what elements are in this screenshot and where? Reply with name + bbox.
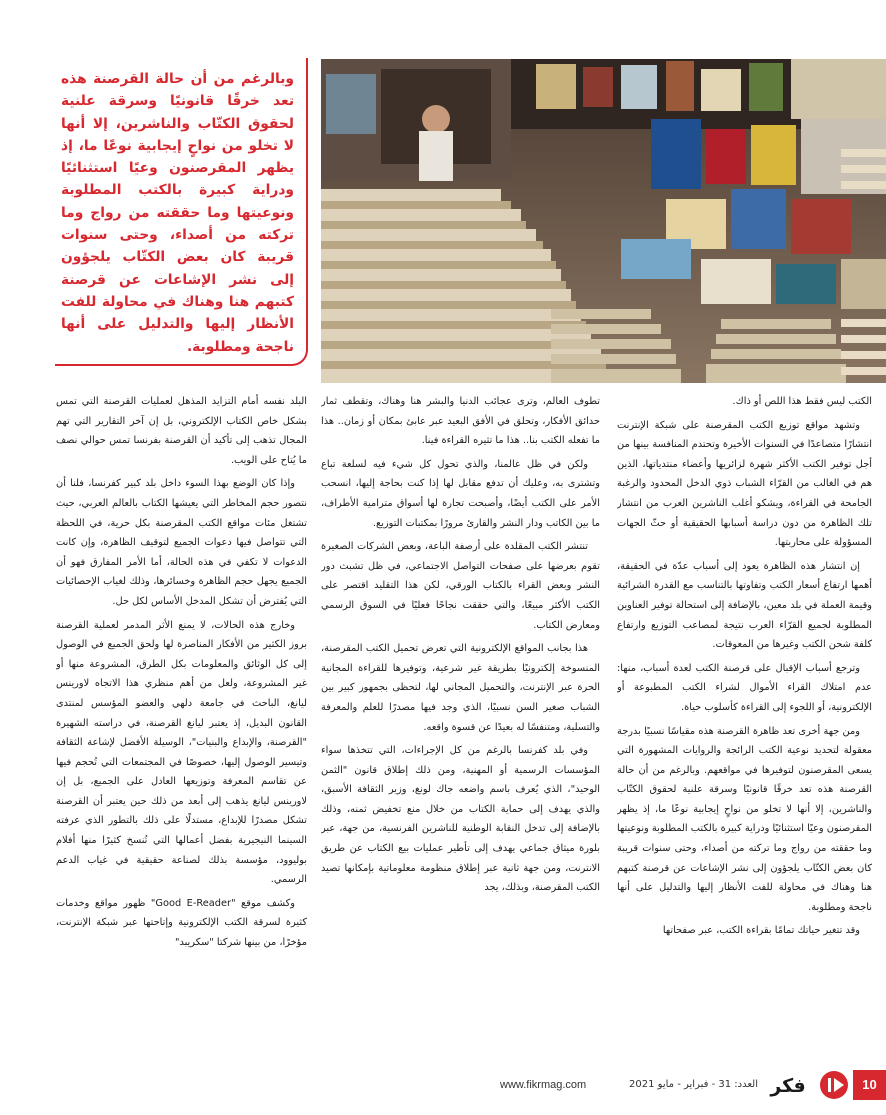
bookstall-illustration: [321, 59, 886, 383]
article-paragraph: تطوف العالم، وترى عجائب الدنيا والبشر هنا وهناك، وتقطف ثمار حدائق الأفكار، وتحلق في الأفق البعيد عبر عابئ بمكان أو زمان.. هذا ما تفعله الكتب بنا.. هذا ما تثيره القراءة فينا.: [321, 396, 600, 447]
page-number: 10: [853, 1070, 886, 1100]
article-paragraph: هذا بجانب المواقع الإلكترونية التي تعرض تحميل الكتب المقرصنة، المنسوخة إلكترونيًا بطريقة غير شرعية، وتوفيرها للقراءة المجانية الحرة عبر الإنترنت، والتحميل المجاني لها، لتحظى بجمهور كبير بين الشباب صغير السن نسبيًا، الذي وجد فيها مصدرًا للعلم والمعرفة والتسلية، ومتنفسًا له بعيدًا عن قسوة واقعه.: [321, 643, 600, 733]
article-paragraph: إن انتشار هذه الظاهرة يعود إلى أسباب عدّة في الحقيقة، أهمها ارتفاع أسعار الكتب وتفاوتها بالتناسب مع القدرة الشرائية وقيمة العملة في بلد معين، بالإضافة إلى استحالة توفير العناوين المطلوبة لجميع القرّاء العرب نتيجة لمصاعب التوزيع وارتفاع كلفة شحن الكتب وغيرها من المعوقات.: [617, 560, 872, 651]
website-link[interactable]: www.fikrmag.com: [500, 1079, 587, 1091]
article-column-left: [56, 392, 307, 1052]
article-paragraph: البلد نفسه أمام التزايد المذهل لعمليات القرصنة التي تمس بشكل خاص الكتاب الإلكتروني، بل إن آخر التقارير التي تهم المجال تذهب إلى تأكيد أن القرصنة بفرنسا تمس حوالي نصف ما يُتاح على الويب.: [56, 396, 307, 466]
article-paragraph: ولكن في ظل عالمنا، والذي تحول كل شيء فيه لسلعة تباع وتشترى به، وعليك أن تدفع مقابل لها إذا كنت بحاجة إليها، انسحب الأمر على الكتب أيضًا، وأصبحت تجارة لها أسواق مترامية الأطراف، ما بين الكاتب ودار النشر والقارئ مرورًا بمكتبات التوزيع.: [321, 458, 600, 529]
article-paragraph: وإذا كان الوضع بهذا السوء داخل بلد كبير كفرنسا، فلنا أن نتصور حجم المخاطر التي يعيشها الكتاب بالعالم العربي، حيث تشتغل مئات مواقع الكتب المقرصنة بكل حرية، في اللحظة التي تتواصل فيها دعوات الجميع لتوقيف الظاهرة، وإن كانت الدعوات لا تكفي في هذه الحالة، أما الأمر المفارق فهو أن الجميع يجهل حجم الظاهرة وخسائرها، وذلك لغياب الإحصائيات التي يُفترض أن تشكل المدخل الأساس لكل حل.: [56, 478, 307, 607]
article-paragraph: تنتشر الكتب المقلدة على أرصفة الباعة، وبعض الشركات الصغيرة تقوم بعرضها على صفحات التواصل الاجتماعي، في ظل تشبث دور النشر وبعض القراء بالكتاب الورقي، لكن هذا التقليد اقتصر على الكتب الأكثر مبيعًا، والتي حققت نجاحًا فعليًا في السوق الرسمي ومعارض الكتاب.: [321, 541, 600, 631]
article-paragraph: وترجع أسباب الإقبال على قرصنة الكتب لعدة أسباب، منها: عدم امتلاك القراء الأموال لشراء الكتب المطبوعة أو الإلكترونية، أو اللجوء إلى القراءة كأسلوب حياة.: [617, 662, 872, 713]
issue-info: العدد: 31 - فبراير - مايو 2021: [629, 1079, 758, 1090]
article-paragraph: وتشهد مواقع توزيع الكتب المقرصنة على شبكة الإنترنت انتشارًا متصاعدًا في السنوات الأخيرة وتحتدم المنافسة بينها من أجل توفير الكتب الأكثر شهرة لزائريها وأعضاء منتدياتها، الذين هم في الغالب من القرّاء الشباب ذوي الدخل المحدود والرغبة الجامحة في القراءة، ويشكو أغلب الناشرين العرب من انتشار تلك الظاهرة من دون دراسة أسبابها الحقيقية أو حثّ الجهات المسؤولة على محاربتها.: [617, 419, 872, 549]
article-paragraph: ومن جهة أخرى تعد ظاهرة القرصنة هذه مقياسًا نسبيًا بدرجة معقولة لتحديد نوعية الكتب الرائجة والروايات المشهورة التي يسعى المقرصنون لتوفيرها في مواقعهم. وبالرغم من أن حالة القرصنة هذه تعد خرقًا قانونيًا وسرقة علنية لحقوق الكتّاب والناشرين، إلا أنها لا تخلو من نواحٍ إيجابية نوعًا ما، إذ يظهر المقرصنون وعيًا استثنائيًا ودراية كبيرة بالكتب المطلوبة ونوعيتها وما حققته من رواج وما تركته من أصداء، وحتى سنوات قريبة كان بعض الكتّاب يلجؤون إلى نشر الإشاعات عن قرصنة كتبهم هنا وهناك في محاولة للفت الأنظار إليها والتدليل على أنها ناجحة ومطلوبة.: [617, 725, 872, 913]
logo-text: فكر: [770, 1075, 806, 1097]
article-paragraph: الكتب ليس فقط هذا اللص أو ذاك.: [732, 396, 872, 407]
article-column-right: [617, 392, 872, 1052]
article-paragraph: وخارج هذه الحالات، لا يمنع الأثر المدمر لعملية القرصنة بروز الكثير من الأفكار المناصرة لها ولحق الجميع في الوصول إلى كل الوثائق والمعلومات بكل الطرق، المشروعة منها أو غير المشروعة، ولعل من أهم منظري هذا الاتجاه لاورينس ليانغ، الباحث في جامعة دلهي والعضو المؤسس لمنتدى القانون البديل، إذ يعتبر ليانغ القرصنة، في دراسته الشهيرة "القرصنة، والإبداع والبنيات"، الوسيلة الأفضل لإشاعة الثقافة وتيسير الوصول إليها، خصوصًا في المجتمعات التي تُحجم فيها عن تقاسم المعرفة وتوزيعها العادل على الجميع، بل إن لاورينس ليانغ يذهب إلى أبعد من ذلك حين يعتبر أن القرصنة تشكل مصدرًا للإبداع، مستدلًا على ذلك بالتطور الذي عرفته السينما النيجيرية بفضل أعمالها التي تُنسخ كثيرًا منها أفلام بوليوود، مؤسسة بذلك لصناعة حقيقية في غياب الدعم الرسمي.: [56, 619, 307, 886]
pull-quote-text: وبالرغم من أن حالة القرصنة هذه تعد خرقًا قانونيًا وسرقة علنية لحقوق الكتّاب والناشرين، إلا أنها لا تخلو من نواحٍ إيجابية نوعًا ما، إذ يظهر المقرصنون وعيًا استثنائيًا ودراية كبيرة بالكتب المطلوبة ونوعيتها وما حققته من رواج وما تركته من أصداء، وحتى سنوات قريبة كان بعض الكتّاب يلجؤون إلى نشر الإشاعات عن قرصنة كتبهم هنا وهناك في محاولة للفت الأنظار إليها والتدليل على أنها ناجحة ومطلوبة.: [61, 71, 294, 355]
logo-mark-icon: [758, 1068, 850, 1102]
article-paragraph: وكشف موقع "Good E-Reader" ظهور مواقع وخدمات كثيرة لسرقة الكتب الإلكترونية وإتاحتها عبر شبكة الإنترنت، مؤخرًا، من بينها شركتا "سكريبد": [56, 897, 307, 949]
article-paragraph: وقد تتغير حياتك تمامًا بقراءة الكتب، عبر صفحاتها: [662, 925, 860, 937]
pull-quote: [55, 58, 308, 366]
magazine-logo: [758, 1068, 850, 1102]
article-paragraph: وفي بلد كفرنسا بالرغم من كل الإجراءات، التي تتخذها سواء المؤسسات الرسمية أو المهنية، ومن ذلك إطلاق قانون "الثمن الوحيد"، الذي يُعرف باسم واضعه جاك لونغ، وزير الثقافة الأسبق، والذي يهدف إلى حماية الكتاب من خلال منع تخفيض ثمنه، وذلك بالإضافة إلى تدخل النقابة الوطنية للناشرين الفرنسية، من جهة، عبر بلورة ميثاق جماعي يهدف إلى تأطير عمليات بيع الكتاب عن طريق الانترنت، ومن جهة ثانية عبر إطلاق منظومة معلوماتية بإمكانها تصيد الكتب المقرصنة، وبذلك، يجد: [321, 745, 600, 894]
bookstall-photo: [321, 59, 886, 383]
article-column-middle: [321, 392, 600, 1052]
